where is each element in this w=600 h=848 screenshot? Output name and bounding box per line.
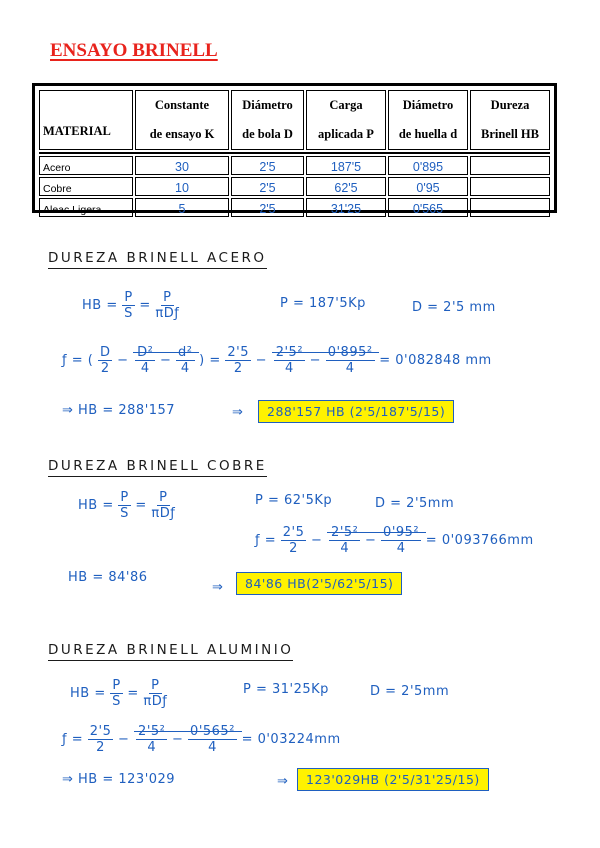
- hb-result-aluminio: ⇒ HB = 123'029: [62, 772, 176, 787]
- cell-D: 2'5: [231, 177, 304, 196]
- table-header-row: [39, 90, 550, 150]
- cell-d: 0'895: [388, 156, 468, 175]
- formula-f-aluminio: ƒ = $\frac{2'5}{2}$ − $\frac{\text{2'5²}}{4}$ − $\frac{\text{0'565²}}{4}$ = 0'03224mm: [62, 724, 341, 755]
- cell-P: 187'5: [306, 156, 386, 175]
- cell-material: Cobre: [39, 177, 133, 196]
- brinell-table: [37, 88, 552, 219]
- header-diametro-huella: Diámetro de huella d: [388, 90, 468, 150]
- cell-d: 0'565: [388, 198, 468, 217]
- table-row: [39, 177, 550, 196]
- diameter-acero: D = 2'5 mm: [412, 300, 496, 315]
- arrow-aluminio: ⇒: [277, 774, 289, 789]
- cell-material: Aleac.Ligera: [39, 198, 133, 217]
- cell-hb: [470, 156, 550, 175]
- header-carga: Carga aplicada P: [306, 90, 386, 150]
- header-diametro-bola: Diámetro de bola D: [231, 90, 304, 150]
- diameter-cobre: D = 2'5mm: [375, 496, 455, 511]
- section-heading-acero: DUREZA BRINELL ACERO: [48, 250, 267, 266]
- cell-D: 2'5: [231, 198, 304, 217]
- cell-material: Acero: [39, 156, 133, 175]
- cell-hb: [470, 198, 550, 217]
- cell-P: 62'5: [306, 177, 386, 196]
- header-dureza: Dureza Brinell HB: [470, 90, 550, 150]
- load-cobre: P = 62'5Kp: [255, 493, 333, 508]
- header-constante: Constante de ensayo K: [135, 90, 229, 150]
- result-box-acero: 288'157 HB (2'5/187'5/15): [258, 400, 454, 423]
- formula-hb-cobre: HB = $\frac{P}{S}$ = $\frac{P}{\text{πDƒ}}$: [78, 490, 176, 521]
- cell-k: 5: [135, 198, 229, 217]
- cell-k: 10: [135, 177, 229, 196]
- result-box-cobre: 84'86 HB(2'5/62'5/15): [236, 572, 402, 595]
- formula-hb-acero: HB = $\frac{P}{S}$ = $\frac{P}{\text{πDƒ}}$: [82, 290, 180, 321]
- hb-result-acero: ⇒ HB = 288'157: [62, 403, 176, 418]
- table-row: [39, 198, 550, 217]
- result-box-aluminio: 123'029HB (2'5/31'25/15): [297, 768, 489, 791]
- load-acero: P = 187'5Kp: [280, 296, 366, 311]
- hb-result-cobre: HB = 84'86: [68, 570, 148, 585]
- cell-d: 0'95: [388, 177, 468, 196]
- table-row: [39, 156, 550, 175]
- formula-hb-aluminio: HB = $\frac{P}{S}$ = $\frac{P}{\text{πDƒ}}$: [70, 678, 168, 709]
- cell-D: 2'5: [231, 156, 304, 175]
- formula-f-acero: ƒ = ( $\frac{D}{2}$ − $\frac{\text{D²}}{4}$ − $\frac{\text{d²}}{4}$ ) = $\frac{2'5}{2}$ − $\frac{\text{2'5²}}{4}$ − $\frac{\text{0'895²}}{4}$ = 0'082848 mm: [62, 345, 492, 376]
- page-title: ENSAYO BRINELL: [50, 40, 218, 61]
- cell-k: 30: [135, 156, 229, 175]
- diameter-aluminio: D = 2'5mm: [370, 684, 450, 699]
- load-aluminio: P = 31'25Kp: [243, 682, 329, 697]
- brinell-table-frame: [32, 83, 557, 216]
- formula-f-cobre: ƒ = $\frac{2'5}{2}$ − $\frac{\text{2'5²}}{4}$ − $\frac{\text{0'95²}}{4}$ = 0'093766mm: [255, 525, 534, 556]
- section-heading-aluminio: DUREZA BRINELL ALUMINIO: [48, 642, 293, 658]
- section-heading-cobre: DUREZA BRINELL COBRE: [48, 458, 267, 474]
- cell-hb: [470, 177, 550, 196]
- arrow-acero: ⇒: [232, 405, 244, 420]
- header-material: MATERIAL: [39, 90, 133, 150]
- arrow-cobre: ⇒: [212, 580, 224, 595]
- cell-P: 31'25: [306, 198, 386, 217]
